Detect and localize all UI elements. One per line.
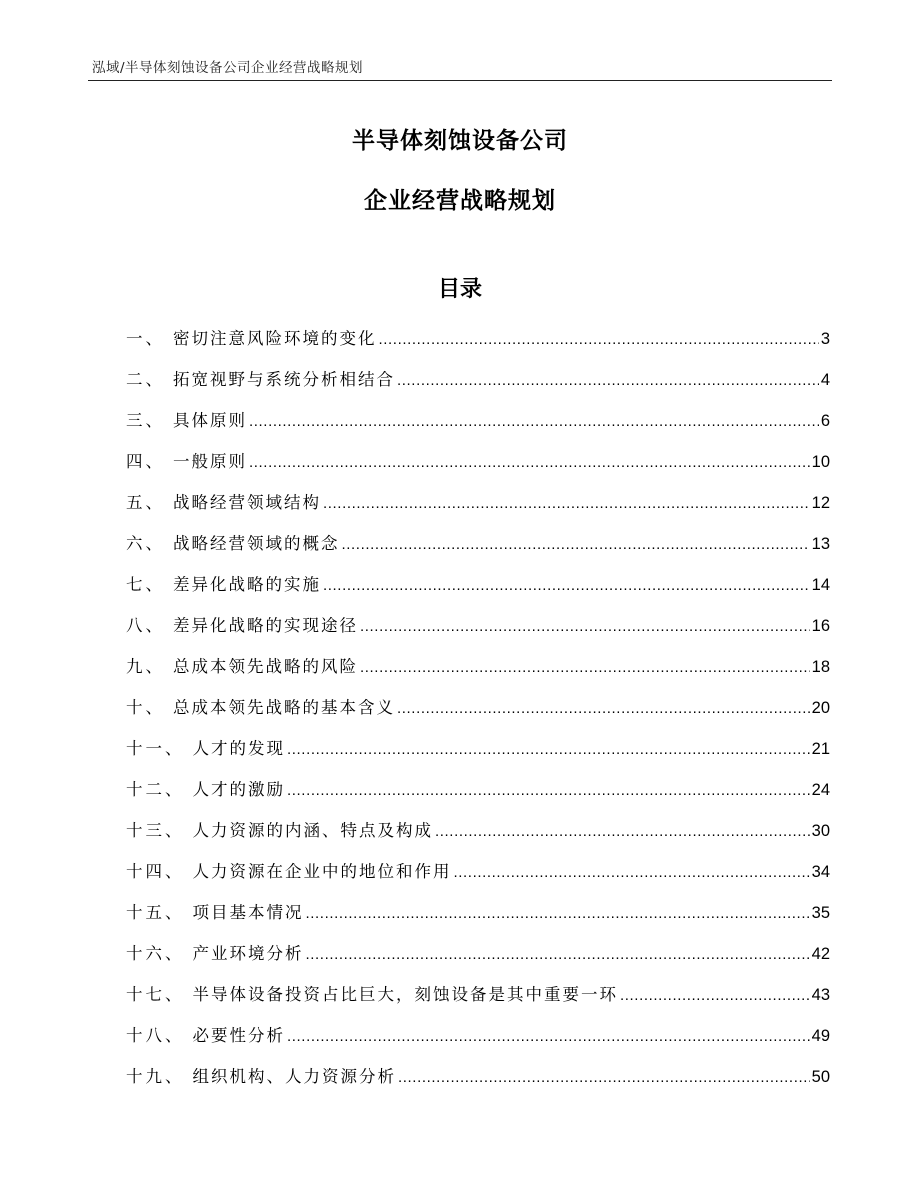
toc-entry-page-number: 42: [811, 945, 830, 963]
toc-entry[interactable]: [126, 523, 830, 564]
toc-entry-title: 项目基本情况: [192, 903, 304, 922]
toc-heading: 目录: [437, 277, 482, 302]
toc-entry-number: 四、: [126, 452, 165, 471]
toc-entry-number: 七、: [126, 575, 165, 594]
toc-entry-page-number: 3: [820, 330, 830, 348]
toc-entry-number: 十五、: [126, 903, 185, 922]
toc-entry-title: 差异化战略的实施: [173, 575, 321, 594]
toc-entry-title: 产业环境分析: [192, 944, 304, 963]
toc-entry[interactable]: [126, 318, 830, 359]
toc-dot-leader: [287, 729, 810, 770]
toc-entry-page-number: 6: [820, 412, 830, 430]
toc-entry-number: 一、: [126, 329, 165, 348]
toc-entry[interactable]: [126, 359, 830, 400]
toc-entry[interactable]: [126, 441, 830, 482]
toc-entry-title: 一般原则: [173, 452, 247, 471]
toc-entry-title: 拓宽视野与系统分析相结合: [173, 370, 395, 389]
toc-entry-number: 十、: [126, 698, 165, 717]
toc-entry-page-number: 12: [811, 494, 830, 512]
toc-entry-title: 人才的发现: [192, 739, 285, 758]
toc-entry[interactable]: [126, 728, 830, 769]
toc-dot-leader: [306, 893, 810, 934]
toc-entry-title: 战略经营领域的概念: [173, 534, 340, 553]
document-title-line-2: 企业经营战略规划: [364, 188, 556, 214]
toc-entry[interactable]: [126, 605, 830, 646]
toc-dot-leader: [454, 852, 810, 893]
toc-entry-page-number: 14: [811, 576, 830, 594]
toc-entry-title: 半导体设备投资占比巨大，刻蚀设备是其中重要一环: [192, 985, 618, 1004]
toc-dot-leader: [379, 319, 819, 360]
toc-entry[interactable]: [126, 400, 830, 441]
toc-entry-page-number: 20: [811, 699, 830, 717]
toc-entry-title: 人力资源的内涵、特点及构成: [192, 821, 433, 840]
toc-dot-leader: [435, 811, 810, 852]
toc-entry-page-number: 21: [811, 740, 830, 758]
toc-entry-page-number: 16: [811, 617, 830, 635]
toc-entry-page-number: 18: [811, 658, 830, 676]
toc-dot-leader: [306, 934, 810, 975]
toc-dot-leader: [287, 770, 810, 811]
toc-dot-leader: [360, 606, 810, 647]
toc-entry[interactable]: [126, 769, 830, 810]
toc-entry-number: 九、: [126, 657, 165, 676]
toc-entry-title: 人力资源在企业中的地位和作用: [192, 862, 452, 881]
toc-dot-leader: [360, 647, 810, 688]
toc-dot-leader: [398, 1057, 810, 1098]
toc-entry-page-number: 43: [811, 986, 830, 1004]
header-rule: [88, 80, 832, 81]
toc-entry-number: 二、: [126, 370, 165, 389]
toc-entry-number: 十九、: [126, 1067, 185, 1086]
toc-entry-title: 密切注意风险环境的变化: [173, 329, 377, 348]
toc-dot-leader: [620, 975, 810, 1016]
toc-dot-leader: [342, 524, 810, 565]
toc-dot-leader: [323, 565, 810, 606]
toc-entry-page-number: 4: [820, 371, 830, 389]
toc-entry-number: 十六、: [126, 944, 185, 963]
toc-entry-number: 六、: [126, 534, 165, 553]
table-of-contents: [126, 318, 830, 1097]
toc-entry-title: 组织机构、人力资源分析: [192, 1067, 396, 1086]
toc-dot-leader: [397, 688, 810, 729]
toc-entry-number: 十四、: [126, 862, 185, 881]
toc-entry-title: 人才的激励: [192, 780, 285, 799]
toc-entry-title: 总成本领先战略的风险: [173, 657, 358, 676]
toc-entry-number: 十七、: [126, 985, 185, 1004]
toc-entry-number: 十一、: [126, 739, 185, 758]
toc-entry-page-number: 30: [811, 822, 830, 840]
toc-dot-leader: [249, 401, 819, 442]
toc-entry[interactable]: [126, 1056, 830, 1097]
toc-entry-page-number: 49: [811, 1027, 830, 1045]
toc-entry-page-number: 34: [811, 863, 830, 881]
toc-entry[interactable]: [126, 482, 830, 523]
toc-entry-title: 差异化战略的实现途径: [173, 616, 358, 635]
toc-entry-number: 十二、: [126, 780, 185, 799]
toc-dot-leader: [323, 483, 810, 524]
toc-entry[interactable]: [126, 974, 830, 1015]
toc-entry-title: 必要性分析: [192, 1026, 285, 1045]
toc-dot-leader: [249, 442, 810, 483]
toc-entry[interactable]: [126, 687, 830, 728]
toc-entry[interactable]: [126, 564, 830, 605]
toc-entry[interactable]: [126, 933, 830, 974]
toc-entry-page-number: 35: [811, 904, 830, 922]
toc-dot-leader: [397, 360, 819, 401]
toc-entry-page-number: 13: [811, 535, 830, 553]
toc-entry-page-number: 24: [811, 781, 830, 799]
document-title-line-1: 半导体刻蚀设备公司: [352, 128, 568, 154]
toc-entry-number: 八、: [126, 616, 165, 635]
toc-entry-title: 具体原则: [173, 411, 247, 430]
toc-entry[interactable]: [126, 892, 830, 933]
toc-entry-number: 三、: [126, 411, 165, 430]
toc-entry-page-number: 10: [811, 453, 830, 471]
running-header: 泓域/半导体刻蚀设备公司企业经营战略规划: [92, 60, 364, 76]
toc-entry-title: 总成本领先战略的基本含义: [173, 698, 395, 717]
toc-entry-number: 十八、: [126, 1026, 185, 1045]
toc-entry-number: 十三、: [126, 821, 185, 840]
toc-entry[interactable]: [126, 851, 830, 892]
toc-entry-number: 五、: [126, 493, 165, 512]
toc-entry-page-number: 50: [811, 1068, 830, 1086]
toc-dot-leader: [287, 1016, 810, 1057]
toc-entry[interactable]: [126, 1015, 830, 1056]
toc-entry-title: 战略经营领域结构: [173, 493, 321, 512]
toc-entry[interactable]: [126, 646, 830, 687]
toc-entry[interactable]: [126, 810, 830, 851]
